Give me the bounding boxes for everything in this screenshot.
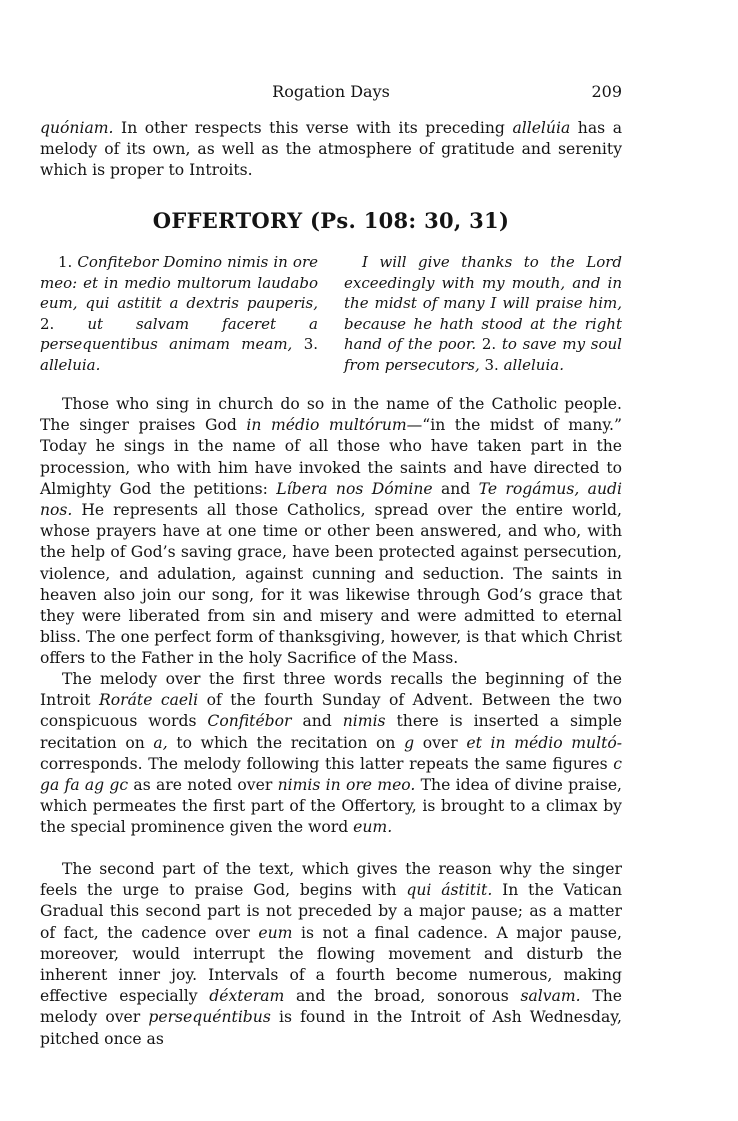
- text-run: as are noted over: [128, 776, 278, 795]
- latin-phrase: salvam.: [520, 987, 581, 1006]
- intro-paragraph: [40, 118, 622, 182]
- latin-verse-3: alleluia.: [40, 355, 101, 374]
- latin-phrase: c ga fa ag gc: [40, 754, 622, 795]
- page-number: 209: [591, 82, 622, 101]
- latin-phrase: et in médio multó-: [466, 733, 623, 752]
- latin-phrase: persequéntibus: [148, 1008, 271, 1027]
- latin-phrase: nimis: [342, 712, 386, 731]
- english-number-2: 2.: [481, 335, 502, 353]
- verse-number-1: 1.: [58, 253, 78, 271]
- text-run: and: [291, 712, 343, 731]
- text-run: —“in the midst of many.” Today he sings in the name of all those who have taken part in the procession, who with him have invoked the saints and have directed to Almighty God the petitions:: [40, 416, 622, 498]
- latin-verse-1: Confitebor Domino nimis in ore meo: et in medio multorum laudabo eum, qui astitit a dextris pauperis,: [40, 253, 318, 312]
- english-number-3: 3.: [484, 355, 504, 374]
- latin-phrase: Te rogámus, audi nos.: [40, 479, 622, 520]
- commentary-paragraph-2: [40, 669, 622, 839]
- latin-phrase: Roráte caeli: [99, 691, 199, 710]
- commentary-paragraph-1: [40, 394, 622, 670]
- latin-phrase: déxteram: [209, 987, 285, 1006]
- text-run: and the broad, sonorous: [284, 987, 521, 1006]
- verse-number-2: 2.: [40, 314, 88, 333]
- text-run: He represents all those Catholics, spread over the entire world, whose prayers have at one time or other been answered, and who, with the help of God’s saving grace, have been protected against persecution, violence, and adulation, against cunning and seduction. The saints in heaven also join our song, for it was likewise through God’s grace that they were liberated from sin and misery and were admitted to eternal bliss. The one perfect form of thanksgiving, however, is that which Christ offers to the Father in the holy Sacrifice of the Mass.: [40, 501, 622, 668]
- latin-verse-2: ut salvam faceret a persequentibus animam meam,: [40, 314, 318, 353]
- text-run: The melody over: [40, 987, 622, 1027]
- text-run: The melody over the first three words recalls the beginning of the Introit: [40, 670, 622, 710]
- english-verse-1: I will give thanks to the Lord exceedingly with my mouth, and in the midst of many I will praise him, because he hath stood at the right hand of the poor.: [344, 253, 622, 353]
- latin-phrase: a,: [153, 733, 168, 752]
- intro-text-2: has a melody of its own, as well as the atmosphere of gratitude and serenity which is proper to Introits.: [40, 119, 622, 180]
- latin-text-column: [40, 252, 318, 375]
- latin-phrase: nimis in ore meo.: [277, 776, 416, 795]
- text-run: and: [432, 479, 479, 498]
- latin-phrase: eum.: [353, 818, 393, 837]
- latin-phrase: qui ástitit.: [406, 881, 493, 900]
- text-run: of the fourth Sunday of Advent. Between the two conspicuous words: [40, 691, 622, 731]
- text-run: over: [414, 733, 467, 752]
- latin-phrase: Líbera nos Dómine: [276, 479, 433, 498]
- intro-word-quoniam: quóniam.: [40, 119, 114, 137]
- intro-word-alleluia: allelúia: [512, 119, 571, 137]
- latin-phrase: in médio multórum: [246, 416, 407, 435]
- text-run: to which the recitation on: [167, 733, 405, 752]
- text-run: there is inserted a simple recitation on: [40, 712, 622, 752]
- text-run: The idea of divine praise, which permeates the first part of the Offertory, is brought to a climax by the special prominence given the word: [40, 776, 623, 837]
- english-verse-3: alleluia.: [503, 355, 564, 374]
- latin-phrase: Confitébor: [207, 712, 292, 731]
- text-run: is not a final cadence. A major pause, moreover, would interrupt the flowing movement and disturb the inherent inner joy. Intervals of a fourth become numerous, making effective especially: [40, 923, 622, 1006]
- running-head: [40, 80, 622, 106]
- text-run: corresponds. The melody following this latter repeats the same figures: [40, 754, 614, 773]
- intro-text: In other respects this verse with its preceding: [113, 119, 513, 137]
- text-run: is found in the Introit of Ash Wednesday, pitched once as: [40, 1008, 623, 1048]
- text-run: The second part of the text, which gives the reason why the singer feels the urge to praise God, begins with: [40, 860, 622, 900]
- running-title: Rogation Days: [272, 82, 390, 101]
- verse-number-3: 3.: [303, 335, 318, 353]
- latin-phrase: eum: [258, 923, 293, 942]
- section-heading: OFFERTORY (Ps. 108: 30, 31): [152, 208, 510, 233]
- text-run: In the Vatican Gradual this second part is not preceded by a major pause; as a matter of fact, the cadence over: [40, 881, 622, 942]
- english-verse-2: to save my soul from persecutors,: [344, 335, 622, 374]
- text-run: Those who sing in church do so in the name of the Catholic people. The singer praises God: [40, 395, 622, 435]
- latin-phrase: g: [404, 733, 415, 752]
- commentary-paragraph-3: [40, 859, 622, 1050]
- english-translation-column: [344, 252, 622, 375]
